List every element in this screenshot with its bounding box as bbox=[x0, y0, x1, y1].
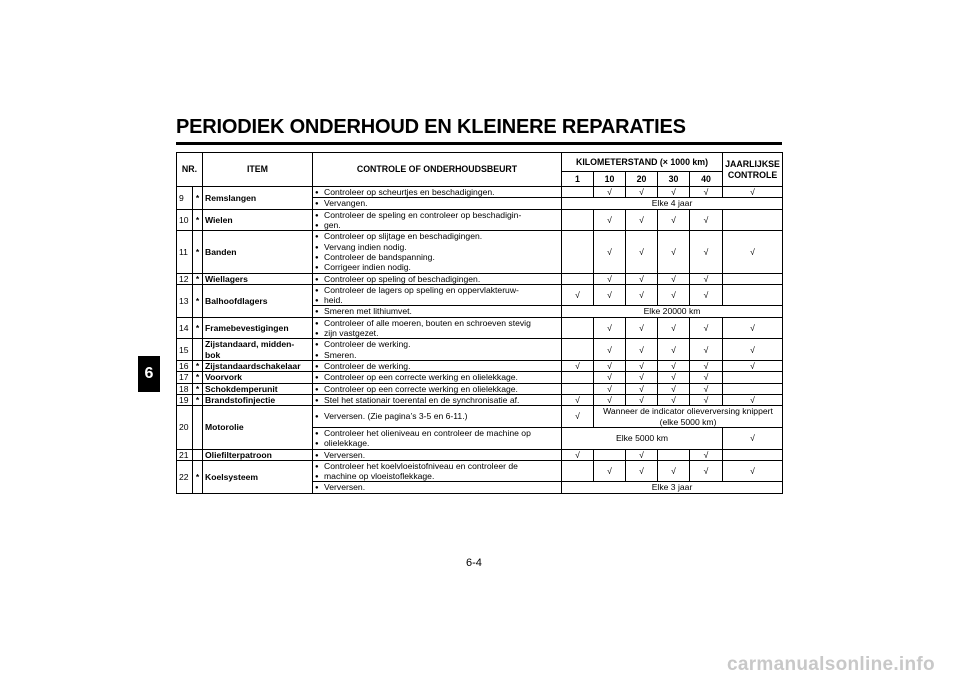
check-description bbox=[313, 317, 562, 339]
km-check-cell: √ bbox=[562, 284, 594, 306]
item-number: 9 bbox=[177, 187, 193, 210]
header-km-col: 1 bbox=[562, 172, 594, 187]
check-line: ● Smeren met lithiumvet. bbox=[315, 306, 559, 316]
item-star: * bbox=[193, 361, 203, 372]
annual-check-cell: √ bbox=[723, 394, 783, 405]
check-line: ● Controleer op speling of beschadigingen. bbox=[315, 274, 559, 284]
item-name bbox=[203, 383, 313, 394]
km-check-cell: √ bbox=[690, 361, 723, 372]
item-number: 14 bbox=[177, 317, 193, 339]
check-description bbox=[313, 460, 562, 482]
km-check-cell: √ bbox=[594, 317, 626, 339]
km-check-cell: √ bbox=[562, 449, 594, 460]
item-number: 20 bbox=[177, 406, 193, 449]
km-check-cell: √ bbox=[658, 187, 690, 198]
annual-check-cell bbox=[723, 372, 783, 383]
check-line: ● Controleer op een correcte werking en olielekkage. bbox=[315, 384, 559, 394]
km-check-cell: √ bbox=[690, 449, 723, 460]
item-name-line: Voorvork bbox=[205, 372, 243, 383]
km-check-cell: √ bbox=[658, 361, 690, 372]
table-row bbox=[177, 284, 783, 306]
check-line: ● gen. bbox=[315, 220, 559, 230]
check-line: ● Controleer de speling en controleer op beschadigin- bbox=[315, 210, 559, 220]
check-description bbox=[313, 427, 562, 449]
page-title: PERIODIEK ONDERHOUD EN KLEINERE REPARATIES bbox=[176, 116, 686, 138]
item-name bbox=[203, 406, 313, 449]
item-star: * bbox=[193, 187, 203, 210]
item-star: * bbox=[193, 460, 203, 493]
check-line: ● Verversen. (Zie pagina’s 3-5 en 6-11.) bbox=[315, 411, 559, 421]
item-star: * bbox=[193, 394, 203, 405]
km-check-cell: √ bbox=[690, 284, 723, 306]
item-name-line: Zijstandaardschakelaar bbox=[205, 361, 301, 371]
annual-check-cell: √ bbox=[723, 427, 783, 449]
check-line: ● Controleer op scheurtjes en beschadigingen. bbox=[315, 187, 559, 197]
check-description bbox=[313, 383, 562, 394]
table-row bbox=[177, 406, 783, 428]
header-nr: NR. bbox=[177, 153, 203, 187]
table-row bbox=[177, 372, 783, 383]
item-name-line: Brandstofinjectie bbox=[205, 394, 276, 405]
table-row bbox=[177, 383, 783, 394]
km-check-cell: √ bbox=[690, 394, 723, 405]
item-name bbox=[203, 394, 313, 405]
check-line: ● heid. bbox=[315, 295, 559, 305]
annual-check-cell bbox=[723, 383, 783, 394]
header-km-col: 20 bbox=[626, 172, 658, 187]
km-check-cell: √ bbox=[626, 361, 658, 372]
km-check-cell: √ bbox=[658, 372, 690, 383]
km-check-cell: √ bbox=[690, 209, 723, 231]
item-name bbox=[203, 361, 313, 372]
annual-check-cell: √ bbox=[723, 339, 783, 361]
chapter-tab: 6 bbox=[138, 356, 160, 392]
table-row bbox=[177, 460, 783, 482]
km-check-cell: √ bbox=[562, 361, 594, 372]
interval-note-line: (elke 5000 km) bbox=[659, 416, 717, 427]
check-line: ● Controleer op een correcte werking en olielekkage. bbox=[315, 372, 559, 382]
annual-check-cell bbox=[723, 284, 783, 306]
km-check-cell: √ bbox=[626, 383, 658, 394]
item-name-line: Wielen bbox=[205, 214, 233, 225]
check-description bbox=[313, 198, 562, 209]
header-km-col: 40 bbox=[690, 172, 723, 187]
km-check-cell: √ bbox=[658, 394, 690, 405]
check-line: ● Controleer het olieniveau en controleer de machine op bbox=[315, 428, 559, 438]
check-description bbox=[313, 449, 562, 460]
check-line: ● Corrigeer indien nodig. bbox=[315, 262, 559, 272]
check-line: ● Controleer de lagers op speling en oppervlakteruw- bbox=[315, 285, 559, 295]
check-line: ● Verversen. bbox=[315, 450, 559, 460]
km-check-cell: √ bbox=[626, 187, 658, 198]
km-check-cell: √ bbox=[690, 339, 723, 361]
interval-note: Elke 3 jaar bbox=[562, 482, 783, 493]
check-line: ● Controleer op slijtage en beschadigingen. bbox=[315, 231, 559, 241]
table-row bbox=[177, 394, 783, 405]
header-km: KILOMETERSTAND (× 1000 km) bbox=[562, 153, 723, 172]
item-name bbox=[203, 449, 313, 460]
km-check-cell: √ bbox=[594, 339, 626, 361]
item-name-line: Oliefilterpatroon bbox=[205, 449, 272, 460]
annual-check-cell bbox=[723, 449, 783, 460]
item-name bbox=[203, 187, 313, 210]
item-number: 22 bbox=[177, 460, 193, 493]
km-check-cell bbox=[562, 231, 594, 273]
header-item: ITEM bbox=[203, 153, 313, 187]
item-star bbox=[193, 449, 203, 460]
annual-check-cell: √ bbox=[723, 361, 783, 372]
header-annual-line-2: CONTROLE bbox=[727, 169, 778, 180]
item-star: * bbox=[193, 372, 203, 383]
km-check-cell: √ bbox=[626, 449, 658, 460]
check-description bbox=[313, 361, 562, 372]
km-check-cell: √ bbox=[626, 460, 658, 482]
header-km-col: 30 bbox=[658, 172, 690, 187]
km-check-cell: √ bbox=[626, 339, 658, 361]
km-check-cell: √ bbox=[690, 317, 723, 339]
table-row bbox=[177, 187, 783, 198]
item-name bbox=[203, 317, 313, 339]
table-body bbox=[177, 187, 783, 494]
check-description bbox=[313, 394, 562, 405]
item-name-line: Balhoofdlagers bbox=[205, 295, 268, 306]
km-check-cell bbox=[658, 449, 690, 460]
km-check-cell: √ bbox=[562, 406, 594, 428]
km-check-cell: √ bbox=[594, 372, 626, 383]
check-line: ● zijn vastgezet. bbox=[315, 328, 559, 338]
check-line: ● Stel het stationair toerental en de synchronisatie af. bbox=[315, 395, 559, 405]
km-check-cell: √ bbox=[562, 394, 594, 405]
check-line: ● Smeren. bbox=[315, 350, 559, 360]
item-name bbox=[203, 460, 313, 493]
check-line: ● Controleer het koelvloeistofniveau en controleer de bbox=[315, 461, 559, 471]
table-row bbox=[177, 339, 783, 361]
item-number: 10 bbox=[177, 209, 193, 231]
km-check-cell: √ bbox=[594, 460, 626, 482]
item-star: * bbox=[193, 284, 203, 317]
item-number: 13 bbox=[177, 284, 193, 317]
item-name-line: Zijstandaard, midden- bbox=[205, 339, 295, 350]
watermark: carmanualsonline.info bbox=[727, 654, 935, 675]
item-name bbox=[203, 209, 313, 231]
header-km-col: 10 bbox=[594, 172, 626, 187]
item-name-line: Framebevestigingen bbox=[205, 322, 289, 333]
km-check-cell: √ bbox=[658, 284, 690, 306]
km-check-cell: √ bbox=[690, 383, 723, 394]
item-name-line: Remslangen bbox=[205, 192, 257, 203]
table-row bbox=[177, 317, 783, 339]
km-check-cell: √ bbox=[626, 273, 658, 284]
km-check-cell: √ bbox=[690, 460, 723, 482]
km-check-cell: √ bbox=[658, 460, 690, 482]
check-line: ● machine op vloeistoflekkage. bbox=[315, 471, 559, 481]
interval-note-line: Wanneer de indicator olieverversing knippert bbox=[603, 406, 773, 417]
check-description bbox=[313, 406, 562, 428]
item-number: 12 bbox=[177, 273, 193, 284]
item-star: * bbox=[193, 273, 203, 284]
check-line: ● Verversen. bbox=[315, 482, 559, 492]
item-number: 11 bbox=[177, 231, 193, 273]
check-description bbox=[313, 339, 562, 361]
annual-check-cell: √ bbox=[723, 460, 783, 482]
km-check-cell: √ bbox=[658, 339, 690, 361]
check-line: ● Controleer de werking. bbox=[315, 361, 559, 371]
km-check-cell bbox=[562, 209, 594, 231]
annual-check-cell: √ bbox=[723, 317, 783, 339]
km-check-cell bbox=[562, 317, 594, 339]
km-check-cell bbox=[562, 383, 594, 394]
km-check-cell: √ bbox=[594, 231, 626, 273]
annual-check-cell bbox=[723, 209, 783, 231]
header-check: CONTROLE OF ONDERHOUDSBEURT bbox=[313, 153, 562, 187]
km-check-cell bbox=[562, 187, 594, 198]
table-row bbox=[177, 231, 783, 273]
table-row bbox=[177, 449, 783, 460]
item-star bbox=[193, 406, 203, 449]
item-number: 18 bbox=[177, 383, 193, 394]
km-check-cell bbox=[562, 273, 594, 284]
item-name bbox=[203, 339, 313, 361]
item-number: 17 bbox=[177, 372, 193, 383]
km-check-cell bbox=[562, 339, 594, 361]
item-name bbox=[203, 284, 313, 317]
item-name-line: bok bbox=[205, 349, 221, 360]
item-star: * bbox=[193, 317, 203, 339]
table-row bbox=[177, 361, 783, 372]
page-number: 6-4 bbox=[466, 557, 482, 569]
check-line: ● Vervangen. bbox=[315, 198, 559, 208]
check-description bbox=[313, 372, 562, 383]
km-check-cell: √ bbox=[594, 394, 626, 405]
km-check-cell: √ bbox=[690, 187, 723, 198]
km-check-cell: √ bbox=[690, 372, 723, 383]
km-check-cell: √ bbox=[626, 394, 658, 405]
table-row bbox=[177, 273, 783, 284]
km-check-cell: √ bbox=[690, 231, 723, 273]
annual-check-cell bbox=[723, 273, 783, 284]
km-check-cell: √ bbox=[626, 209, 658, 231]
check-line: ● Controleer de werking. bbox=[315, 339, 559, 349]
item-number: 15 bbox=[177, 339, 193, 361]
item-name-line: Koelsysteem bbox=[205, 471, 259, 482]
km-check-cell: √ bbox=[690, 273, 723, 284]
check-line: ● Controleer de bandspanning. bbox=[315, 252, 559, 262]
item-name bbox=[203, 231, 313, 273]
km-check-cell bbox=[594, 449, 626, 460]
header-annual-line-1: JAARLIJKSE bbox=[725, 158, 780, 169]
km-check-cell: √ bbox=[658, 231, 690, 273]
km-check-cell: √ bbox=[594, 209, 626, 231]
km-check-cell: √ bbox=[594, 187, 626, 198]
check-line: ● Controleer of alle moeren, bouten en schroeven stevig bbox=[315, 318, 559, 328]
km-check-cell: √ bbox=[658, 317, 690, 339]
interval-note: Elke 20000 km bbox=[562, 306, 783, 317]
check-description bbox=[313, 187, 562, 198]
km-check-cell: √ bbox=[626, 231, 658, 273]
check-description bbox=[313, 284, 562, 306]
annual-check-cell: √ bbox=[723, 187, 783, 198]
item-name-line: Banden bbox=[205, 246, 237, 257]
km-check-cell bbox=[562, 460, 594, 482]
check-line: ● Vervang indien nodig. bbox=[315, 242, 559, 252]
km-check-cell: √ bbox=[626, 317, 658, 339]
table-row bbox=[177, 209, 783, 231]
item-star: * bbox=[193, 383, 203, 394]
km-check-cell: √ bbox=[626, 372, 658, 383]
item-number: 21 bbox=[177, 449, 193, 460]
item-name-line: Schokdemperunit bbox=[205, 383, 278, 394]
km-check-cell: √ bbox=[626, 284, 658, 306]
item-name-line: Motorolie bbox=[205, 422, 244, 433]
km-check-cell: √ bbox=[594, 361, 626, 372]
item-star bbox=[193, 339, 203, 361]
check-description bbox=[313, 209, 562, 231]
km-check-cell: √ bbox=[658, 209, 690, 231]
item-name bbox=[203, 273, 313, 284]
km-check-cell: √ bbox=[594, 273, 626, 284]
check-description bbox=[313, 231, 562, 273]
item-number: 16 bbox=[177, 361, 193, 372]
check-line: ● olielekkage. bbox=[315, 438, 559, 448]
header-annual bbox=[723, 153, 783, 187]
title-rule bbox=[176, 142, 782, 145]
km-check-cell: √ bbox=[658, 273, 690, 284]
item-name bbox=[203, 372, 313, 383]
km-check-cell bbox=[562, 372, 594, 383]
km-check-cell: √ bbox=[594, 383, 626, 394]
maintenance-table bbox=[176, 152, 783, 494]
check-description bbox=[313, 273, 562, 284]
check-description bbox=[313, 482, 562, 493]
km-check-cell: √ bbox=[658, 383, 690, 394]
item-star: * bbox=[193, 209, 203, 231]
item-number: 19 bbox=[177, 394, 193, 405]
annual-check-cell: √ bbox=[723, 231, 783, 273]
item-star: * bbox=[193, 231, 203, 273]
interval-note: Elke 4 jaar bbox=[562, 198, 783, 209]
item-name-line: Wiellagers bbox=[205, 273, 248, 284]
km-check-cell: √ bbox=[594, 284, 626, 306]
check-description bbox=[313, 306, 562, 317]
interval-note: Elke 5000 km bbox=[562, 427, 723, 449]
interval-note bbox=[594, 406, 783, 428]
